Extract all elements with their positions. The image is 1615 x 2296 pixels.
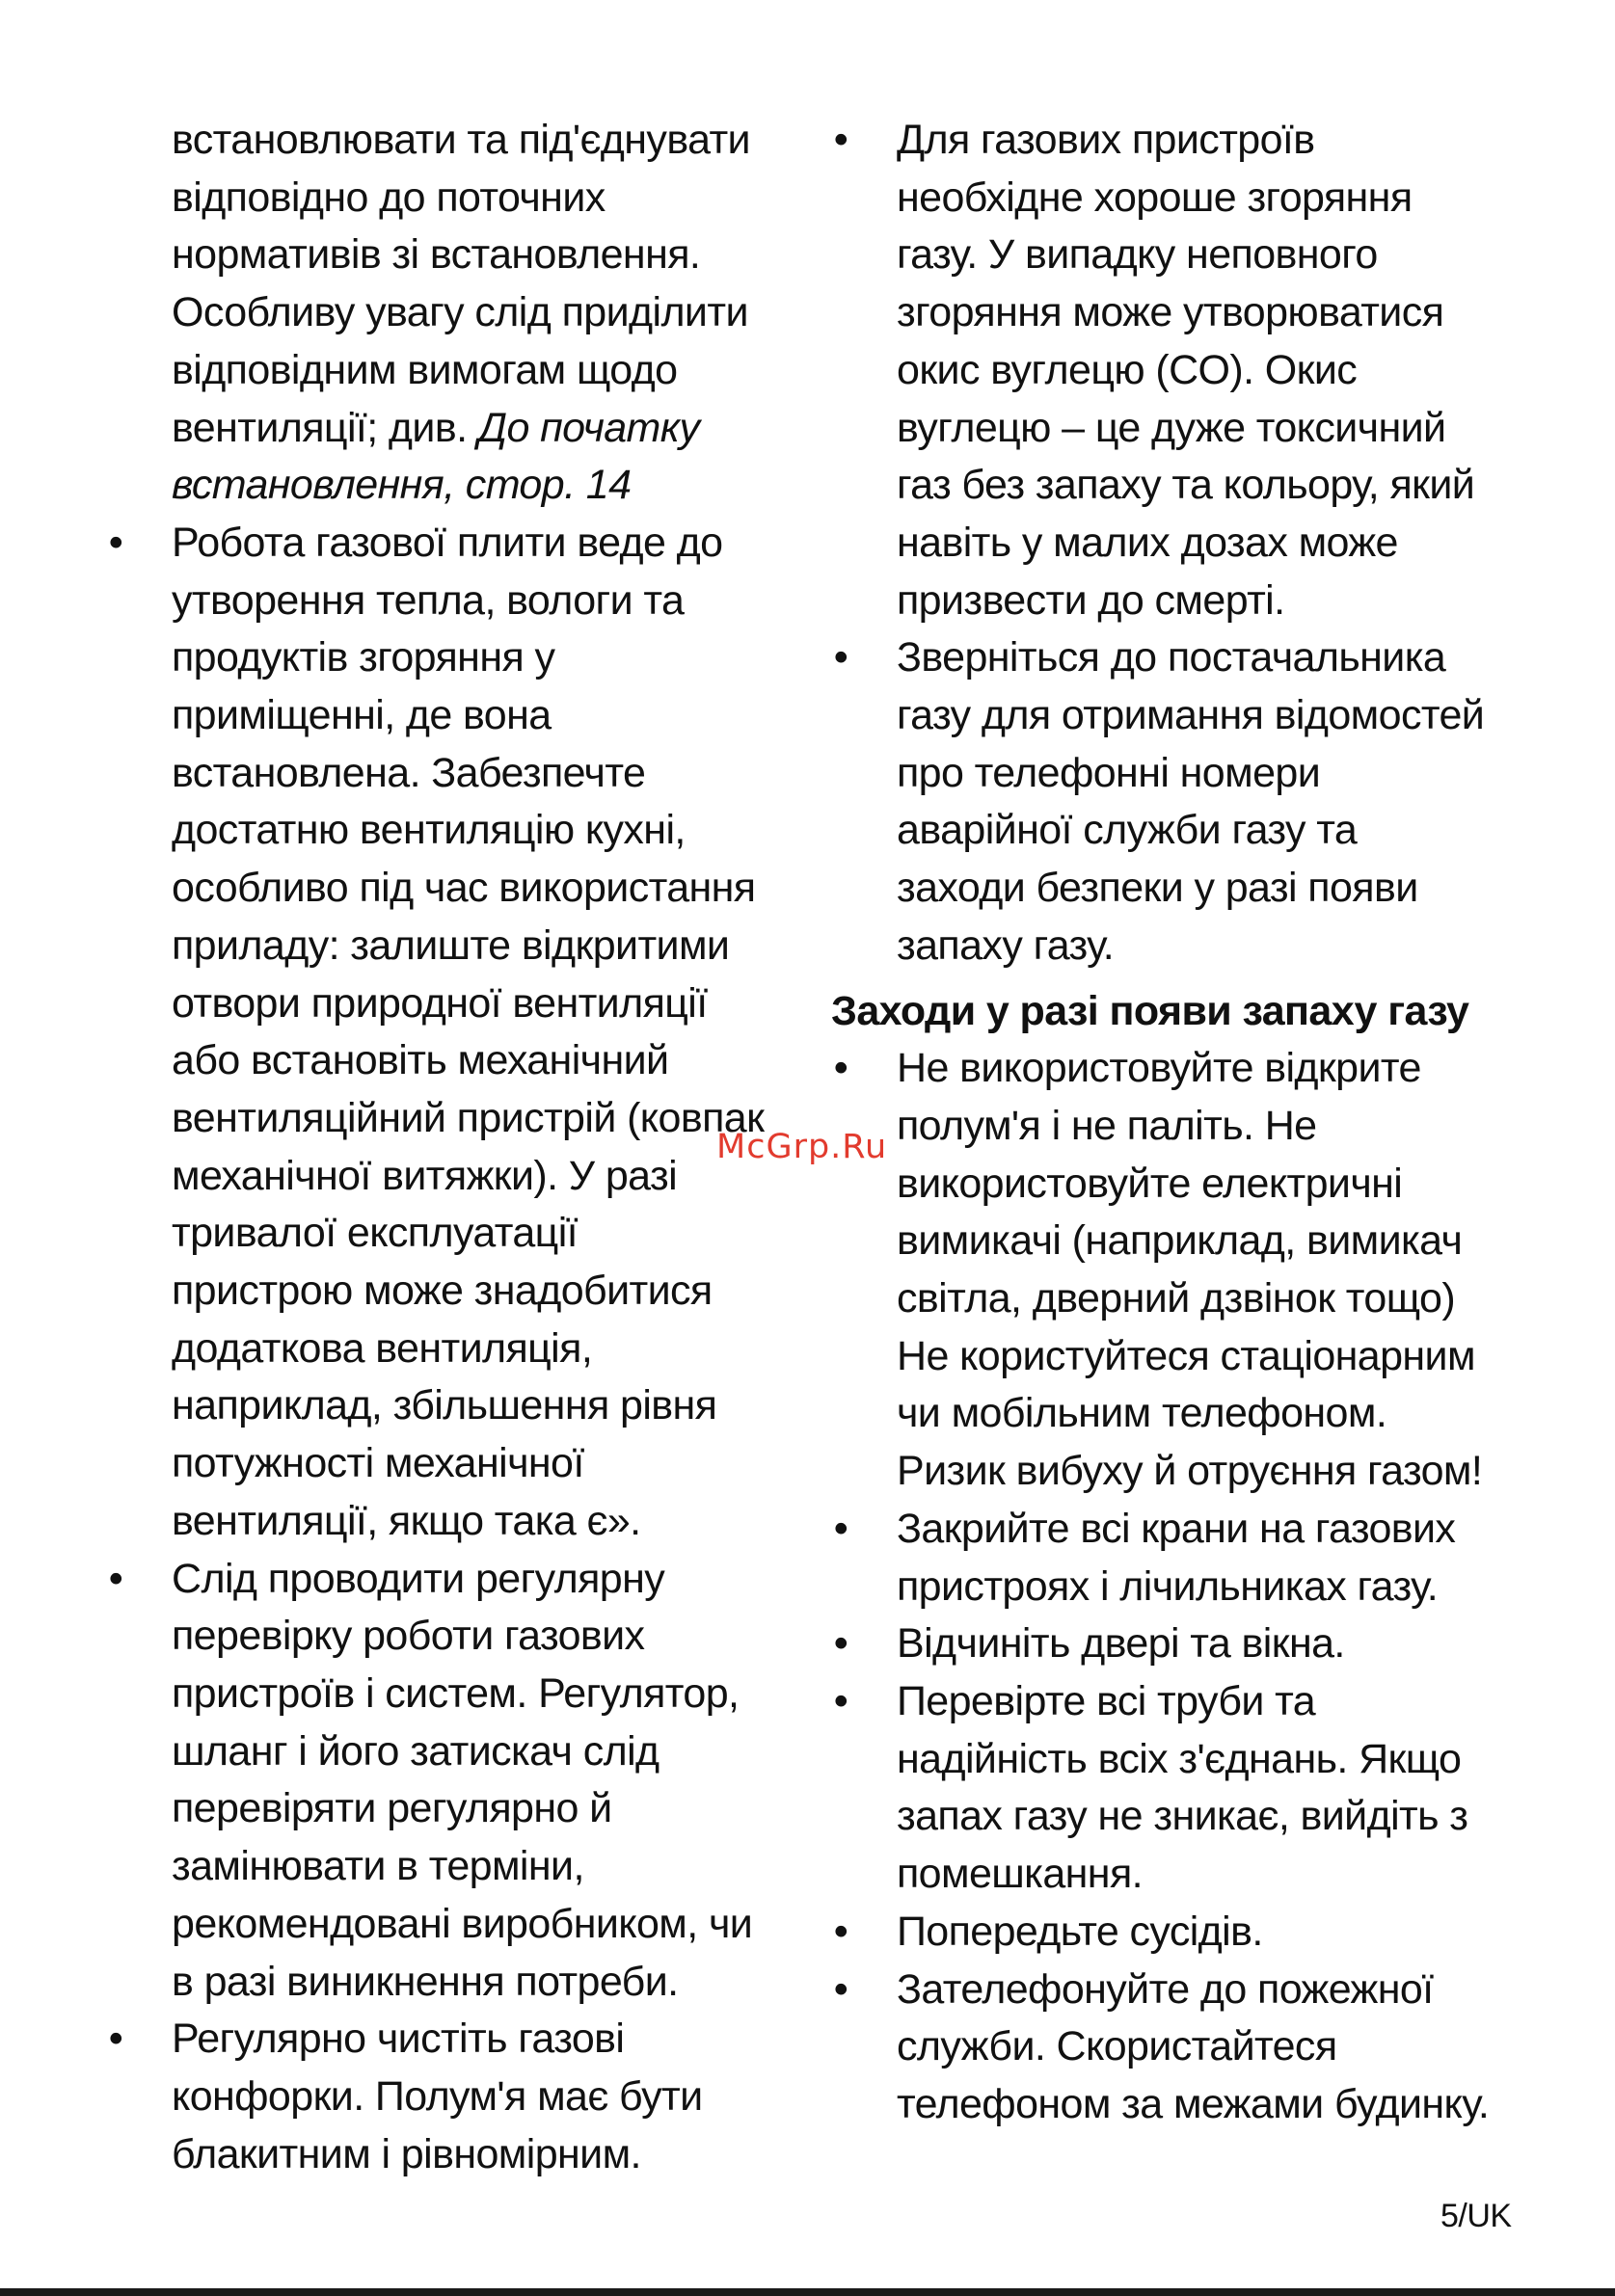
text-line: полум'я і не паліть. Не <box>897 1102 1317 1149</box>
cross-reference: встановлення, стор. 14 <box>172 462 632 509</box>
text-line: пристрою може знадобитися <box>172 1268 713 1315</box>
text-line: блакитним і рівномірним. <box>172 2130 641 2177</box>
text-line: вуглецю – це дуже токсичний <box>897 404 1446 451</box>
list-item <box>106 1551 791 2012</box>
bottom-rule <box>0 2288 1615 2296</box>
text-line: наприклад, збільшення рівня <box>172 1382 717 1429</box>
text-line: конфорки. Полум'я має бути <box>172 2072 703 2120</box>
text-line: Перевірте всі труби та <box>897 1677 1316 1724</box>
bullet-icon: • <box>833 1045 848 1092</box>
text-line: відповідно до поточних <box>172 174 606 221</box>
text-line: пристроїв і систем. Регулятор, <box>172 1669 740 1717</box>
bullet-icon: • <box>108 2016 123 2063</box>
list-item <box>831 1962 1545 2134</box>
text-line: перевірку роботи газових <box>172 1613 645 1660</box>
bullet-icon: • <box>108 1555 123 1602</box>
bullet-icon: • <box>108 519 123 566</box>
text-line: запах газу не зникає, вийдіть з <box>897 1793 1468 1840</box>
text-line: замінювати в терміни, <box>172 1843 584 1890</box>
text-line: необхідне хороше згоряння <box>897 174 1413 221</box>
list-item <box>106 515 791 1551</box>
text-line: газу для отримання відомостей <box>897 692 1485 739</box>
text-line: запаху газу. <box>897 921 1115 969</box>
text-line: перевіряти регулярно й <box>172 1785 612 1832</box>
text-line: особливо під час використання <box>172 865 756 912</box>
text-line: заходи безпеки у разі появи <box>897 865 1418 912</box>
text-line: газу. У випадку неповного <box>897 231 1378 279</box>
text-line: Зателефонуйте до пожежної <box>897 1965 1434 2013</box>
text-line: про телефонні номери <box>897 749 1321 796</box>
text-line: телефоном за межами будинку. <box>897 2080 1490 2127</box>
text-line: Зверніться до постачальника <box>897 634 1446 681</box>
reference-prefix: вентиляції; див. <box>172 404 478 451</box>
list-item <box>831 629 1545 974</box>
text-line: згоряння може утворюватися <box>897 289 1444 336</box>
text-line: газ без запаху та кольору, який <box>897 462 1475 509</box>
watermark-text: McGrp.Ru <box>716 1128 888 1166</box>
text-line: вентиляційний пристрій (ковпак <box>172 1094 765 1141</box>
text-line: Не користуйтеся стаціонарним <box>897 1332 1475 1379</box>
bullet-icon: • <box>833 1908 848 1955</box>
text-line: Закрийте всі крани на газових <box>897 1505 1456 1552</box>
text-line: Для газових пристроїв <box>897 117 1315 163</box>
list-item <box>831 1904 1545 1962</box>
text-line: тривалої експлуатації <box>172 1210 579 1257</box>
text-line: в разі виникнення потреби. <box>172 1958 679 2005</box>
text-line: Попередьте сусідів. <box>897 1908 1263 1955</box>
left-column <box>106 112 791 2183</box>
text-line: служби. Скористайтеся <box>897 2023 1337 2070</box>
text-line: Слід проводити регулярну <box>172 1555 665 1602</box>
text-line: помешкання. <box>897 1851 1143 1898</box>
list-item <box>831 1040 1545 1501</box>
text-line: механічної витяжки). У разі <box>172 1152 678 1199</box>
text-line: окис вуглецю (CO). Окис <box>897 346 1358 393</box>
text-line: шланг і його затискач слід <box>172 1727 659 1775</box>
bullet-icon: • <box>833 1620 848 1668</box>
bullet-icon: • <box>833 117 848 163</box>
text-line: Особливу увагу слід приділити <box>172 289 748 336</box>
text-line: додаткова вентиляція, <box>172 1324 593 1372</box>
text-line: відповідним вимогам щодо <box>172 346 678 393</box>
bullet-icon: • <box>833 1505 848 1552</box>
text-line: Ризик вибуху й отруєння газом! <box>897 1448 1483 1495</box>
text-line: вимикачі (наприклад, вимикач <box>897 1217 1463 1265</box>
text-line: рекомендовані виробником, чи <box>172 1900 753 1947</box>
bullet-icon: • <box>833 1965 848 2013</box>
text-line: пристроях і лічильниках газу. <box>897 1562 1439 1610</box>
text-line: продуктів згоряння у <box>172 634 555 681</box>
text-line: приміщенні, де вона <box>172 692 552 739</box>
text-line: вентиляції, якщо така є». <box>172 1497 641 1544</box>
text-line: потужності механічної <box>172 1440 584 1487</box>
text-line: чи мобільним телефоном. <box>897 1390 1387 1437</box>
bullet-icon: • <box>833 634 848 681</box>
cross-reference: До початку <box>477 404 700 451</box>
right-column <box>831 112 1545 2134</box>
section-heading: Заходи у разі появи запаху газу <box>831 987 1469 1034</box>
text-line: встановлена. Забезпечте <box>172 749 646 796</box>
text-line: утворення тепла, вологи та <box>172 576 685 624</box>
text-line: або встановіть механічний <box>172 1037 669 1084</box>
list-item <box>831 112 1545 629</box>
text-line: Робота газової плити веде до <box>172 519 723 566</box>
text-line: аварійної служби газу та <box>897 807 1358 854</box>
text-line: Відчиніть двері та вікна. <box>897 1620 1345 1668</box>
page-number: 5/UK <box>1440 2198 1512 2234</box>
list-item <box>831 1501 1545 1615</box>
text-line: Не використовуйте відкрите <box>897 1045 1421 1092</box>
text-line: призвести до смерті. <box>897 576 1285 624</box>
list-item <box>831 1615 1545 1673</box>
text-line: приладу: залиште відкритими <box>172 921 730 969</box>
text-line: навіть у малих дозах може <box>897 519 1398 566</box>
text-line: нормативів зі встановлення. <box>172 231 701 279</box>
text-line: отвори природної вентиляції <box>172 979 708 1027</box>
text-line: Регулярно чистіть газові <box>172 2016 625 2063</box>
text-line: використовуйте електричні <box>897 1160 1403 1207</box>
text-line: світла, дверний дзвінок тощо) <box>897 1275 1456 1322</box>
continuation-paragraph <box>106 112 791 515</box>
list-item <box>106 2011 791 2183</box>
text-line: надійність всіх з'єднань. Якщо <box>897 1735 1462 1782</box>
bullet-icon: • <box>833 1677 848 1724</box>
text-line: встановлювати та під'єднувати <box>172 117 750 163</box>
text-line: достатню вентиляцію кухні, <box>172 807 686 854</box>
list-item <box>831 1673 1545 1904</box>
text-line <box>172 400 791 458</box>
